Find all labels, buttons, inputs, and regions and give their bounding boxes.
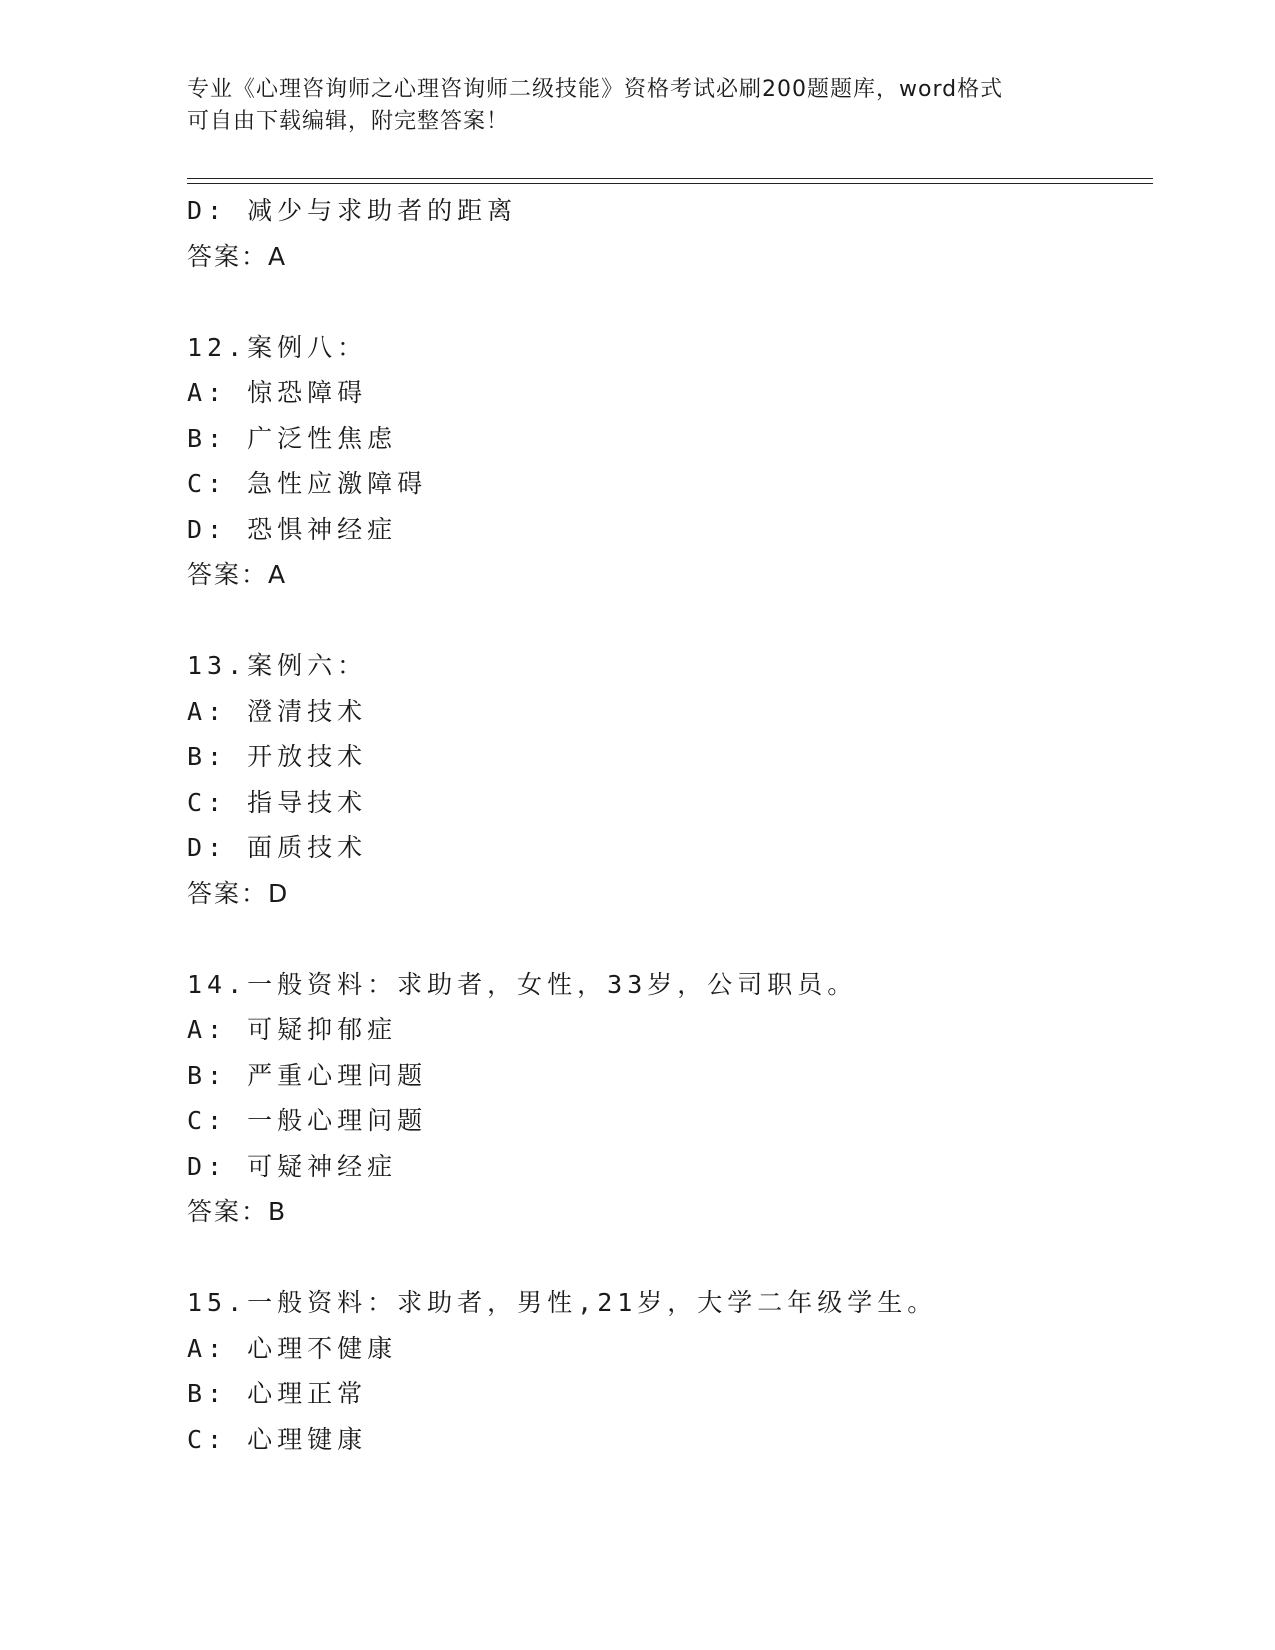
option-b: B: 开放技术 [187, 742, 368, 771]
header-line-1: 专业《心理咨询师之心理咨询师二级技能》资格考试必刷200题题库，word格式 [187, 77, 1004, 102]
option-d: D: 面质技术 [187, 833, 368, 862]
spacer [187, 598, 1153, 644]
option-d: D: 减少与求助者的距离 [187, 196, 518, 225]
header-divider-bottom [187, 183, 1153, 184]
header-line-2: 可自由下载编辑，附完整答案！ [187, 109, 510, 134]
question-stem: 13.案例六： [187, 651, 368, 680]
option-c: C: 心理键康 [187, 1424, 368, 1454]
option-a: A: 澄清技术 [187, 696, 368, 726]
header-divider-top [187, 178, 1153, 179]
spacer [187, 1235, 1153, 1281]
document-header [187, 74, 1087, 138]
option-b: B: 严重心理问题 [187, 1060, 428, 1090]
option-a: A: 心理不健康 [187, 1333, 398, 1363]
option-c: C: 急性应激障碍 [187, 469, 428, 498]
option-b: B: 广泛性焦虑 [187, 423, 398, 453]
option-c: C: 一般心理问题 [187, 1106, 428, 1135]
question-stem: 15.一般资料：求助者，男性,21岁，大学二年级学生。 [187, 1288, 938, 1317]
option-d: D: 恐惧神经症 [187, 514, 398, 544]
question-block-15 [187, 1280, 1153, 1462]
option-d: D: 可疑神经症 [187, 1151, 398, 1181]
option-b: B: 心理正常 [187, 1379, 368, 1408]
option-a: A: 可疑抑郁症 [187, 1015, 398, 1044]
answer-label: 答案：B [187, 1197, 288, 1226]
spacer [187, 279, 1153, 325]
answer-label: 答案：A [187, 241, 288, 271]
question-block-13 [187, 643, 1153, 916]
question-block-11-tail [187, 188, 1153, 279]
question-block-14 [187, 962, 1153, 1235]
question-stem: 14.一般资料：求助者，女性，33岁，公司职员。 [187, 969, 858, 999]
question-stem: 12.案例八： [187, 332, 368, 362]
option-a: A: 惊恐障碍 [187, 378, 368, 407]
question-block-12 [187, 325, 1153, 598]
spacer [187, 916, 1153, 962]
option-c: C: 指导技术 [187, 787, 368, 817]
answer-label: 答案：A [187, 560, 288, 589]
answer-label: 答案：D [187, 878, 290, 908]
question-list [187, 188, 1153, 1462]
